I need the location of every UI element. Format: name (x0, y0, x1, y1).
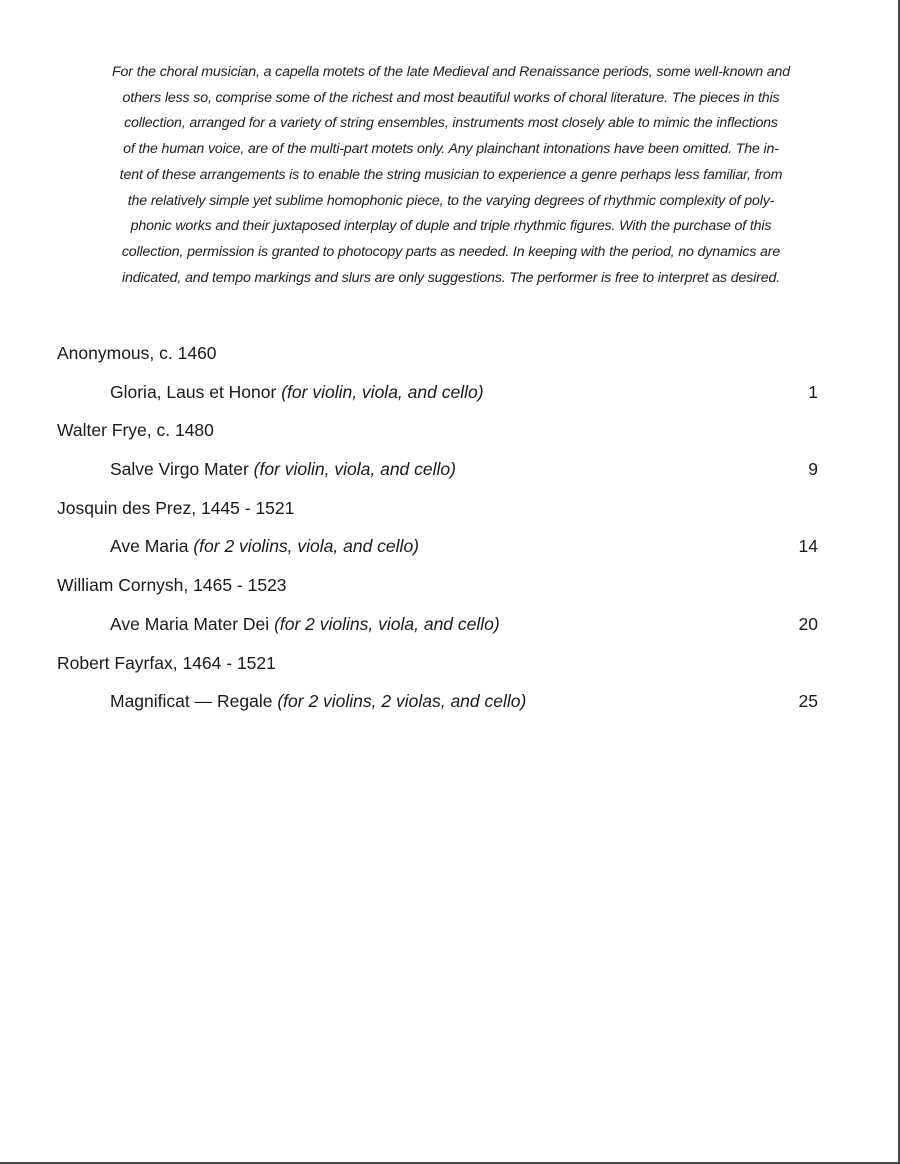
work-instrumentation: (for 2 violins, 2 violas, and cello) (277, 691, 527, 712)
toc-entry-title (110, 687, 526, 715)
toc-entry-title (110, 378, 484, 406)
toc-page-number: 9 (808, 459, 818, 480)
toc-entry[interactable] (57, 532, 837, 571)
table-of-contents (57, 339, 837, 726)
intro-line: tent of these arrangements is to enable the string musician to experience a genre perhaps less familiar, from (119, 166, 783, 183)
intro-line: collection, permission is granted to photocopy parts as needed. In keeping with the period, no dynamics are (121, 243, 781, 260)
toc-entry[interactable] (57, 610, 837, 649)
work-title: Salve Virgo Mater (110, 459, 249, 480)
toc-entry-title (110, 455, 456, 483)
toc-page-number: 20 (798, 613, 818, 634)
toc-page-number: 25 (798, 691, 818, 712)
intro-line: of the human voice, are of the multi-part motets only. Any plainchant intonations have been omitted. The in- (123, 141, 779, 158)
intro-line: indicated, and tempo markings and slurs are only suggestions. The performer is free to interpret as desired. (121, 269, 781, 286)
work-title: Magnificat — Regale (110, 691, 273, 712)
intro-line: others less so, comprise some of the richest and most beautiful works of choral literature. The pieces in this (122, 89, 780, 106)
toc-composer: Walter Frye, c. 1480 (57, 420, 214, 441)
toc-composer: Anonymous, c. 1460 (57, 343, 217, 363)
intro-line: collection, arranged for a variety of string ensembles, instruments most closely able to mimic the inflections (124, 115, 778, 132)
intro-line: the relatively simple yet sublime homophonic piece, to the varying degrees of rhythmic complexity of poly- (127, 192, 775, 209)
toc-entry[interactable] (57, 687, 837, 726)
toc-entry[interactable] (57, 378, 837, 417)
intro-line: For the choral musician, a capella motets of the late Medieval and Renaissance periods, some well-known and (112, 64, 790, 80)
toc-composer: William Cornysh, 1465 - 1523 (57, 575, 287, 596)
toc-composer: Josquin des Prez, 1445 - 1521 (57, 497, 295, 518)
toc-entry-title (110, 610, 500, 638)
work-instrumentation: (for 2 violins, viola, and cello) (193, 536, 419, 557)
toc-entry-title (110, 532, 419, 560)
work-instrumentation: (for violin, viola, and cello) (281, 381, 484, 402)
intro-paragraph (56, 60, 846, 291)
toc-entry[interactable] (57, 455, 837, 494)
work-title: Ave Maria (110, 536, 189, 557)
intro-line: phonic works and their juxtaposed interplay of duple and triple rhythmic figures. With the purchase of this (130, 218, 772, 235)
work-title: Gloria, Laus et Honor (110, 381, 277, 402)
work-instrumentation: (for 2 violins, viola, and cello) (274, 613, 500, 634)
work-instrumentation: (for violin, viola, and cello) (253, 459, 456, 480)
work-title: Ave Maria Mater Dei (110, 613, 270, 634)
toc-page-number: 14 (798, 536, 818, 557)
toc-composer: Robert Fayrfax, 1464 - 1521 (57, 652, 276, 673)
toc-page-number: 1 (808, 381, 818, 402)
